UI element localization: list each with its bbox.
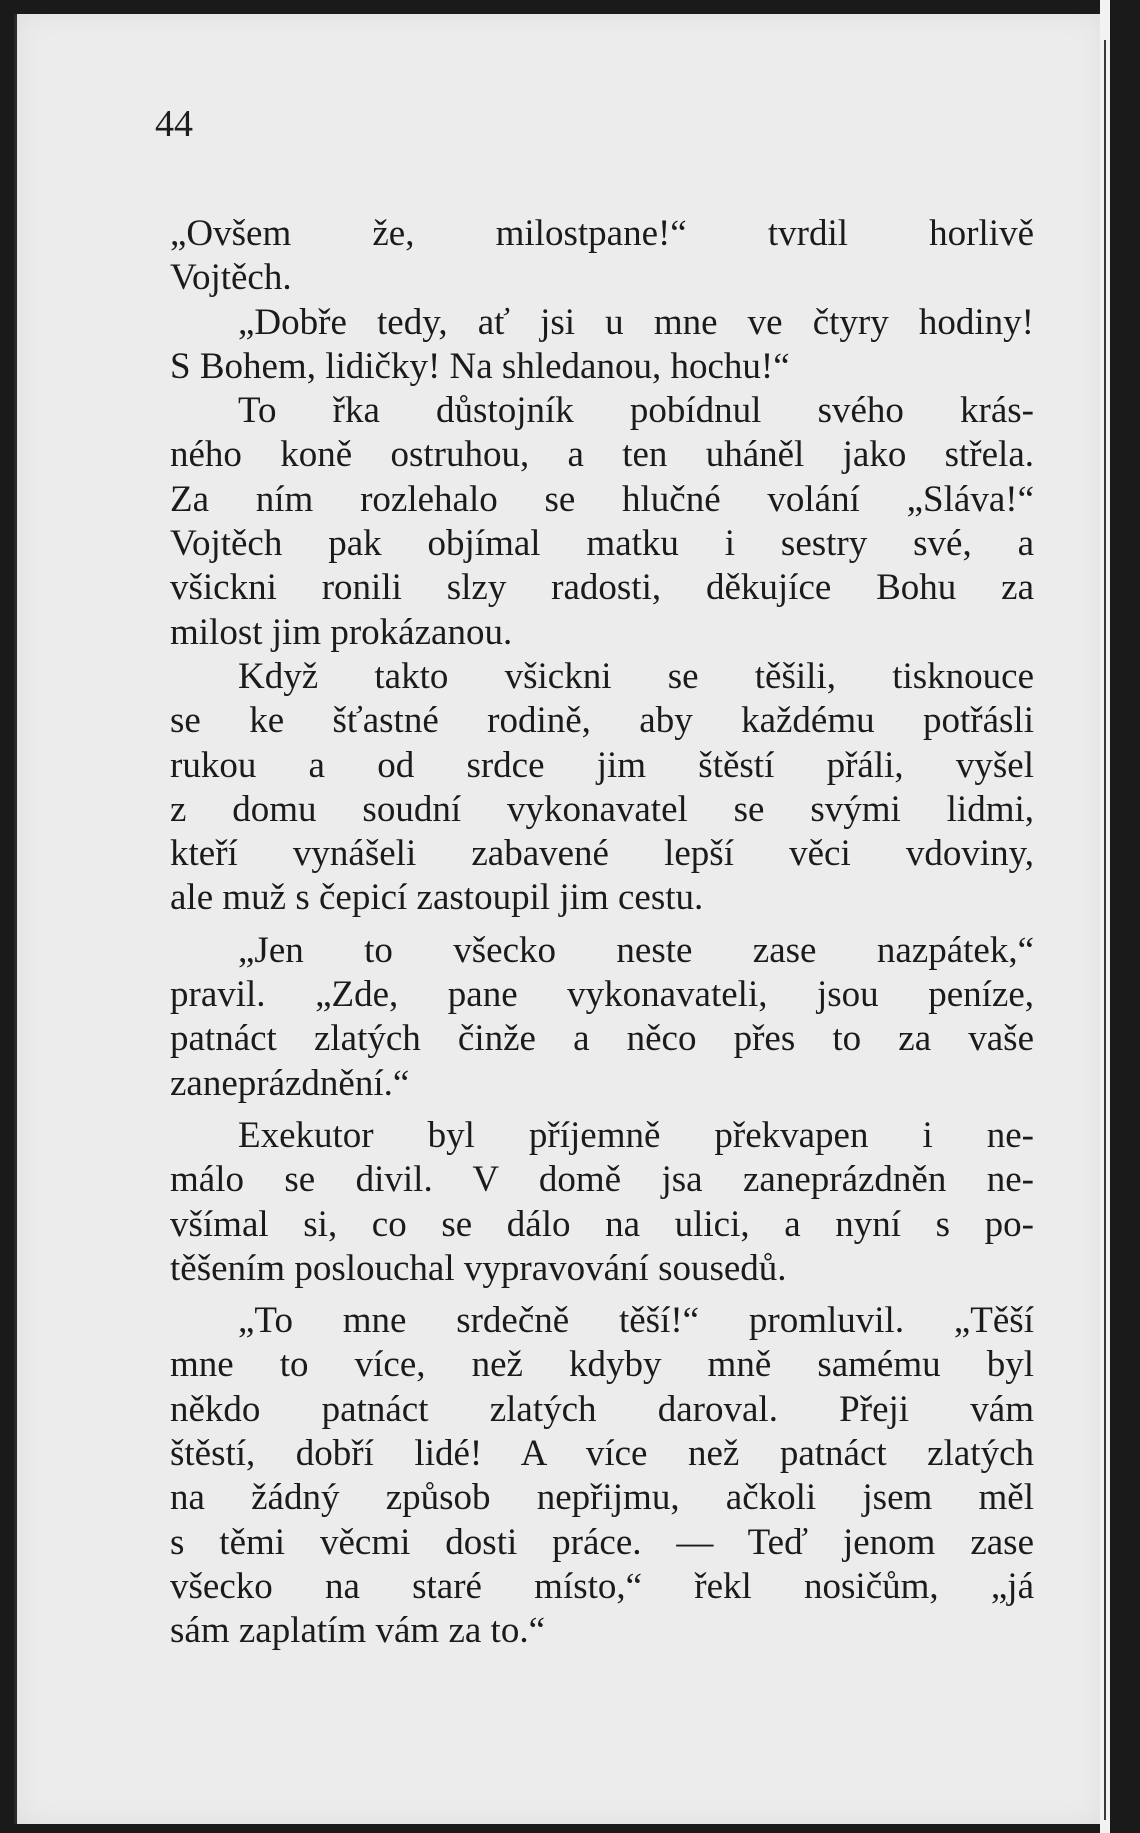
text-line: Za ním rozlehalo se hlučné volání „Sláva!“	[170, 478, 1034, 520]
paragraph-4	[170, 655, 1034, 921]
text-line: s těmi věcmi dosti práce. — Teď jenom zase	[170, 1521, 1034, 1563]
body-text	[170, 212, 1034, 1654]
text-line: „Ovšem že, milostpane!“ tvrdil horlivě	[170, 213, 1034, 254]
text-line: se ke šťastné rodině, aby každému potřásli	[170, 700, 1034, 742]
text-line: sám zaplatím vám za to.“	[170, 1610, 545, 1652]
text-line: ale muž s čepicí zastoupil jim cestu.	[170, 877, 704, 919]
paragraph-6	[170, 1114, 1034, 1291]
text-line: „Dobře tedy, ať jsi u mne ve čtyry hodiny!	[238, 301, 1034, 343]
text-line: všecko na staré místo,“ řekl nosičům, „já	[170, 1565, 1034, 1607]
text-line: „To mne srdečně těší!“ promluvil. „Těší	[238, 1300, 1034, 1342]
text-line: pravil. „Zde, pane vykonavateli, jsou peníze,	[170, 974, 1034, 1016]
paragraph-3	[170, 389, 1034, 655]
text-line: S Bohem, lidičky! Na shledanou, hochu!“	[170, 345, 790, 387]
page-edge-shadow	[1104, 40, 1106, 1820]
text-line: „Jen to všecko neste zase nazpátek,“	[238, 929, 1034, 971]
text-line: mne to více, než kdyby mně samému byl	[170, 1344, 1034, 1386]
text-line: zaneprázdnění.“	[170, 1062, 410, 1104]
text-line: z domu soudní vykonavatel se svými lidmi,	[170, 788, 1034, 830]
text-line: těšením poslouchal vypravování sousedů.	[170, 1247, 787, 1289]
text-line: málo se divil. V domě jsa zaneprázdněn ne-	[170, 1159, 1034, 1201]
text-line: patnáct zlatých činže a něco přes to za vaše	[170, 1018, 1034, 1060]
paragraph-7	[170, 1299, 1034, 1653]
text-line: To řka důstojník pobídnul svého krás-	[238, 390, 1034, 432]
text-line: na žádný způsob nepřijmu, ačkoli jsem měl	[170, 1477, 1034, 1519]
paragraph-5	[170, 929, 1034, 1106]
text-line: Když takto všickni se těšili, tisknouce	[238, 655, 1034, 697]
text-line: Exekutor byl příjemně překvapen i ne-	[238, 1114, 1034, 1156]
text-line: Vojtěch pak objímal matku i sestry své, a	[170, 523, 1034, 565]
text-line: milost jim prokázanou.	[170, 611, 513, 653]
text-line: všickni ronili slzy radosti, děkujíce Bohu za	[170, 567, 1034, 609]
text-line: rukou a od srdce jim štěstí přáli, vyšel	[170, 744, 1034, 786]
page-number: 44	[155, 103, 193, 145]
text-line: ného koně ostruhou, a ten uháněl jako střela.	[170, 434, 1034, 476]
paragraph-2	[170, 301, 1034, 390]
text-line: někdo patnáct zlatých daroval. Přeji vám	[170, 1388, 1034, 1430]
text-line: všímal si, co se dálo na ulici, a nyní s po-	[170, 1203, 1034, 1245]
text-line: štěstí, dobří lidé! A více než patnáct zlatých	[170, 1433, 1034, 1475]
text-line: kteří vynášeli zabavené lepší věci vdoviny,	[170, 833, 1034, 875]
text-line: Vojtěch.	[170, 257, 292, 299]
paragraph-1	[170, 212, 1034, 301]
